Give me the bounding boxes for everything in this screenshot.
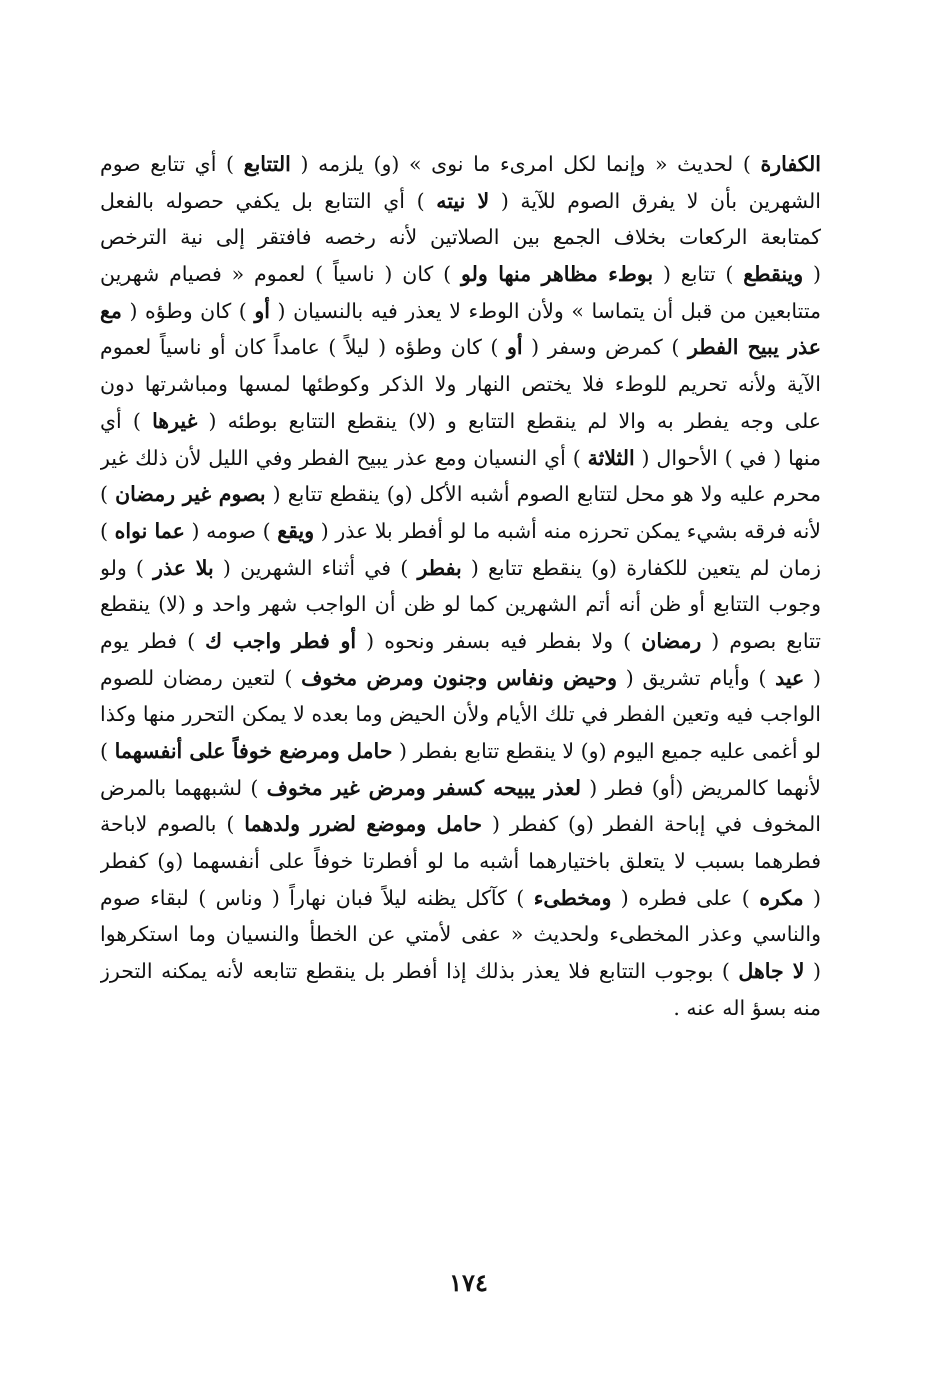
text-line bbox=[100, 183, 821, 220]
sharh-text: ) لشبههما بالمرض bbox=[100, 775, 267, 800]
text-line bbox=[100, 293, 821, 330]
text-line-content bbox=[100, 482, 821, 506]
text-line-content bbox=[100, 446, 821, 470]
bold-matn-text: أو فطر واجب ك bbox=[205, 628, 357, 653]
sharh-text: الآية ولأنه تحريم للوطء فلا يختص النهار ولا الذكر وكوطئها لمسها ومباشرتها دون bbox=[100, 372, 821, 397]
bold-matn-text: أو bbox=[507, 335, 523, 360]
text-line bbox=[100, 403, 821, 440]
sharh-text: لو أغمى عليه جميع اليوم (و) لا ينقطع تتابع بفطر ( bbox=[392, 739, 821, 763]
text-line bbox=[100, 880, 821, 917]
sharh-text: على وجه يفطر به والا لم ينقطع التتابع و (لا) ينقطع التتابع بوطئه ( bbox=[197, 408, 821, 433]
text-line-content bbox=[100, 556, 821, 587]
text-line-content bbox=[100, 152, 821, 176]
sharh-text: ) وأيام تشريق ( bbox=[617, 665, 776, 690]
text-line-content bbox=[100, 702, 821, 726]
bold-matn-text: التتابع bbox=[243, 152, 291, 176]
bold-matn-text: بصوم غير رمضان bbox=[115, 482, 266, 507]
bold-matn-text: وحيض ونفاس وجنون ومرض مخوف bbox=[301, 665, 618, 690]
text-line bbox=[100, 440, 821, 477]
sharh-text: زمان لم يتعين للكفارة (و) ينقطع تتابع ( bbox=[461, 555, 821, 580]
text-line bbox=[100, 256, 821, 293]
sharh-text: متتابعين من قبل أن يتماسا » ولأن الوطء لا يعذر فيه بالنسيان ( bbox=[269, 298, 821, 323]
sharh-text: ) تتابع ( bbox=[653, 262, 744, 287]
text-line-content bbox=[100, 299, 821, 323]
sharh-text: ) بوجوب التتابع فلا يعذر بذلك إذا أفطر بل ينقطع تتابعه لأنه يمكنه التحرز bbox=[100, 959, 739, 984]
bold-matn-text: لا نيته bbox=[436, 188, 490, 213]
sharh-text: ) ولا بفطر فيه بسفر ونحوه ( bbox=[356, 628, 642, 653]
sharh-text: وجوب التتابع أو ظن أنه أتم الشهرين كما لو ظن أن الواجب شهر واحد و (لا) ينقطع bbox=[100, 592, 821, 617]
sharh-text: لأنه فرقه بشيء يمكن تحرزه منه أشبه ما لو أفطر بلا عذر ( bbox=[314, 518, 821, 543]
sharh-text: ) أي النسيان ومع عذر يبيح الفطر وفي الليل لأن ذلك غير bbox=[100, 445, 588, 470]
text-line bbox=[100, 513, 821, 550]
text-line-content bbox=[100, 335, 821, 359]
sharh-text: المخوف في إباحة الفطر (و) كفطر ( bbox=[482, 812, 821, 837]
text-line-content bbox=[100, 776, 821, 800]
sharh-text: ) أي bbox=[100, 408, 141, 433]
sharh-text: ) فطر يوم bbox=[100, 628, 206, 653]
sharh-text: ) كان وطؤه ( ليلاً ) عامداً كان أو ناسياً لعموم bbox=[100, 335, 507, 360]
text-line bbox=[100, 696, 821, 733]
sharh-text: تتابع بصوم ( bbox=[701, 628, 821, 653]
text-line bbox=[100, 733, 821, 770]
sharh-text: لأنهما كالمريض (أو) فطر ( bbox=[581, 775, 821, 800]
bold-matn-text: حامل ومرضع خوفاً على أنفسهما bbox=[114, 739, 393, 763]
text-line-content bbox=[100, 409, 821, 440]
bold-matn-text: ويقع bbox=[277, 518, 315, 543]
text-line-content bbox=[100, 262, 821, 286]
bold-matn-text: عما نواه bbox=[114, 518, 185, 543]
text-line bbox=[100, 806, 821, 843]
text-line bbox=[100, 586, 821, 623]
bold-matn-text: وينقطع bbox=[743, 262, 804, 287]
text-line bbox=[100, 916, 821, 953]
bold-matn-text: ومخطىء bbox=[533, 885, 612, 910]
text-line-content bbox=[673, 996, 821, 1020]
text-line-content bbox=[100, 812, 821, 836]
bold-matn-text: حامل وموضع لضرر ولدهما bbox=[244, 812, 483, 837]
sharh-text: كمتابعة الركعات بخلاف الجمع بين الصلاتين لأنه رخصه فافتقر إلى نية الترخص bbox=[100, 225, 821, 250]
text-line-content bbox=[100, 372, 821, 403]
sharh-text: والناسي وعذر المخطىء ولحديث « عفى لأمتي عن الخطأ والنسيان وما استكرهوا bbox=[100, 922, 821, 947]
bold-matn-text: بفطر bbox=[417, 555, 462, 580]
text-line-content bbox=[100, 922, 821, 953]
sharh-text: الواجب فيه وتعين الفطر في تلك الأيام ولأن الحيض وما بعده لا يمكن التحرر منها وكذا bbox=[100, 702, 821, 727]
text-line bbox=[100, 990, 821, 1027]
text-line bbox=[100, 660, 821, 697]
sharh-text: ) أي التتابع بل يكفي حصوله بالفعل bbox=[100, 188, 437, 213]
sharh-text: ) بالصوم لاباحة bbox=[100, 812, 245, 837]
sharh-text: منه بسؤ اله عنه . bbox=[673, 995, 821, 1020]
sharh-text: ) أي تتابع صوم bbox=[100, 152, 244, 176]
sharh-text: ) bbox=[100, 518, 108, 543]
text-line bbox=[100, 476, 821, 513]
bold-matn-text: أو bbox=[254, 298, 270, 323]
sharh-text: ) على فطره ( bbox=[611, 885, 760, 910]
sharh-text: ) صومه ( bbox=[184, 518, 278, 543]
sharh-text: ( bbox=[804, 959, 821, 984]
sharh-text: ) لتعين رمضان للصوم bbox=[100, 665, 302, 690]
sharh-text: محرم عليه ولا هو محل لتتابع الصوم أشبه الأكل (و) ينقطع تتابع ( bbox=[265, 482, 821, 507]
bold-matn-text: عذر يبيح الفطر bbox=[687, 335, 821, 360]
text-line-content bbox=[100, 959, 821, 983]
text-line bbox=[100, 219, 821, 256]
sharh-text: ) كآكل يظنه ليلاً فبان نهاراً ( وناس ) لبقاء صوم bbox=[100, 885, 525, 910]
bold-matn-text: عيد bbox=[775, 665, 805, 690]
bold-matn-text: الكفارة bbox=[760, 152, 821, 176]
page-number: ١٧٤ bbox=[449, 1268, 488, 1297]
text-line bbox=[100, 843, 821, 880]
sharh-text: ) في أثناء الشهرين ( bbox=[213, 555, 418, 580]
sharh-text: ( bbox=[804, 665, 821, 690]
text-line-content bbox=[100, 886, 821, 917]
bold-matn-text: لا جاهل bbox=[738, 959, 805, 984]
text-line-content bbox=[100, 189, 821, 213]
sharh-text: منها ( في ) الأحوال ( bbox=[634, 445, 821, 470]
bold-matn-text: مكره bbox=[759, 885, 804, 910]
text-line-content bbox=[100, 849, 821, 873]
text-line bbox=[100, 146, 821, 183]
text-line bbox=[100, 366, 821, 403]
body-text bbox=[100, 146, 821, 1027]
sharh-text: ) لحديث « وإنما لكل امرىء ما نوى » (و) يلزمه ( bbox=[290, 152, 761, 176]
sharh-text: ) كمرض وسفر ( bbox=[522, 335, 688, 360]
sharh-text: فطرهما بسبب لا يتعلق باختيارهما أشبه ما لو أفطرتا خوفاً على أنفسهما (و) كفطر bbox=[100, 849, 821, 874]
text-line-content bbox=[100, 739, 821, 763]
text-line bbox=[100, 623, 821, 660]
text-line bbox=[100, 550, 821, 587]
sharh-text: ) bbox=[100, 482, 116, 507]
bold-matn-text: مع bbox=[100, 298, 122, 323]
sharh-text: ) bbox=[100, 739, 115, 763]
sharh-text: ) ولو bbox=[100, 555, 144, 580]
sharh-text: الشهرين بأن لا يفرق الصوم للآية ( bbox=[489, 188, 821, 213]
text-line-content bbox=[100, 225, 821, 249]
bold-matn-text: لعذر يبيحه كسفر ومرض غير مخوف bbox=[266, 775, 582, 800]
bold-matn-text: الثلاثة bbox=[587, 445, 635, 470]
text-line bbox=[100, 329, 821, 366]
bold-matn-text: غيرها bbox=[152, 408, 198, 433]
sharh-text: ( bbox=[803, 885, 821, 910]
bold-matn-text: بوطء مظاهر منها ولو bbox=[461, 262, 654, 287]
text-line-content bbox=[100, 519, 821, 550]
bold-matn-text: رمضان bbox=[641, 628, 702, 653]
sharh-text: ) كان ( ناسياً ) لعموم « فصيام شهرين bbox=[100, 262, 462, 287]
text-line bbox=[100, 953, 821, 990]
text-line-content bbox=[100, 666, 821, 690]
sharh-text: ( bbox=[803, 262, 821, 287]
text-line-content bbox=[100, 629, 821, 653]
text-line bbox=[100, 770, 821, 807]
text-line-content bbox=[100, 592, 821, 616]
sharh-text: ) كان وطؤه ( bbox=[121, 298, 255, 323]
bold-matn-text: بلا عذر bbox=[153, 555, 214, 580]
